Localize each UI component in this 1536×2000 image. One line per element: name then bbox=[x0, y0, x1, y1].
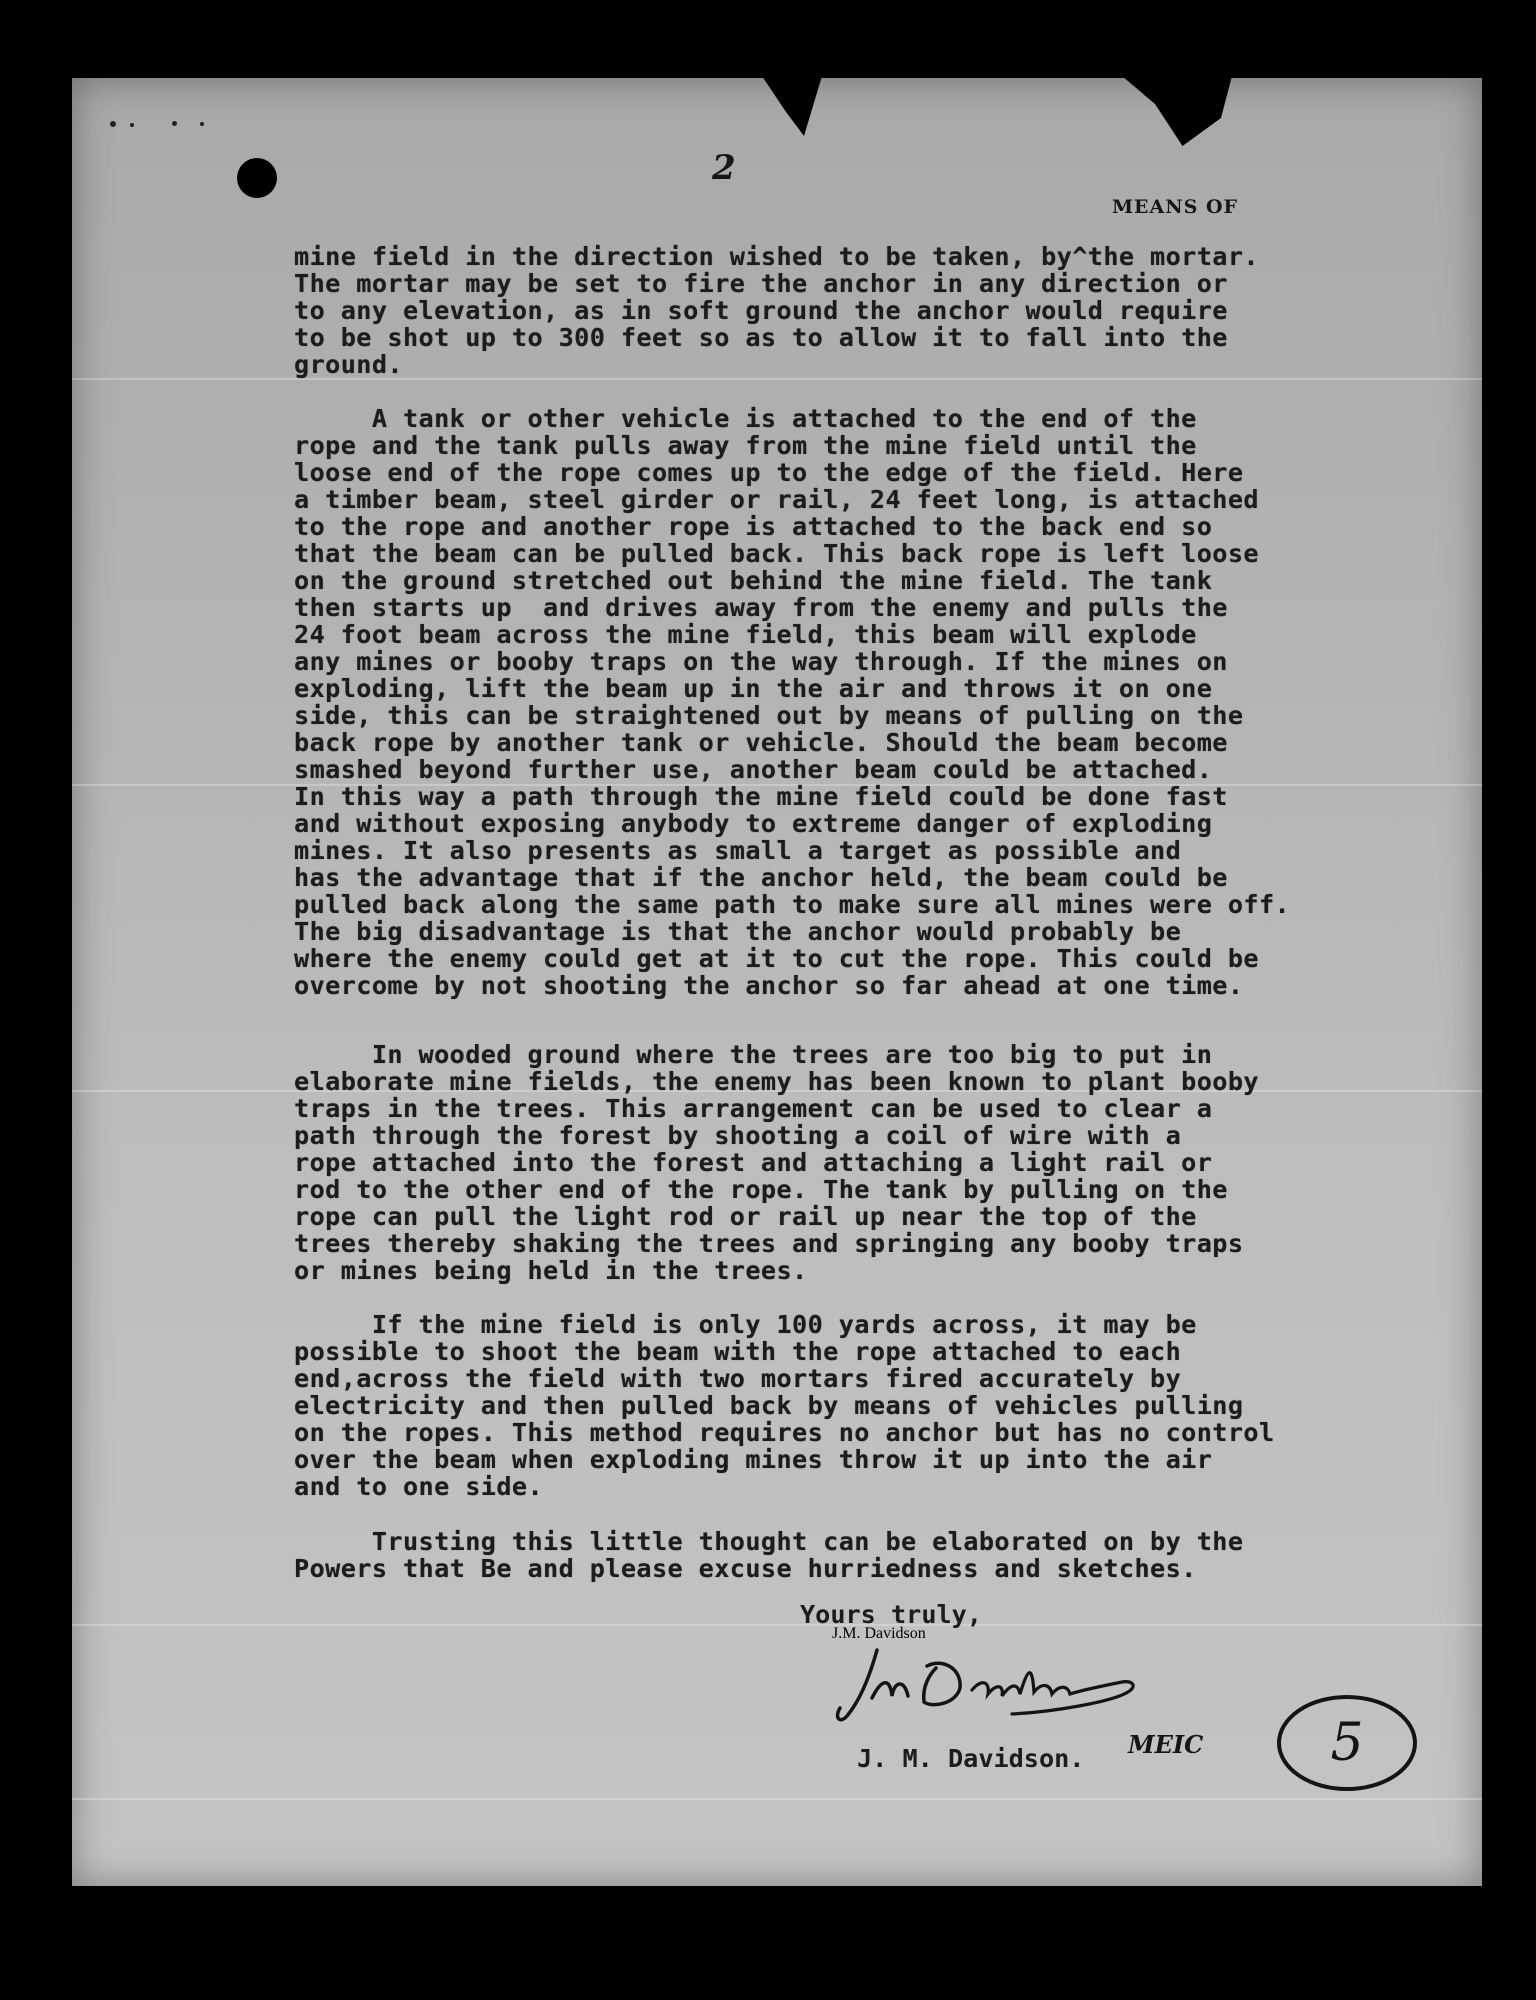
torn-edge bbox=[1122, 76, 1232, 146]
margin-note: MEANS OF bbox=[1112, 196, 1238, 218]
paragraph-5: Trusting this little thought can be elaborated on by the Powers that Be and please excuse hurriedness and sketches. bbox=[294, 1527, 1244, 1583]
scan-artifact-line bbox=[72, 1798, 1482, 1800]
closing: Yours truly, bbox=[800, 1600, 982, 1629]
document-page bbox=[72, 78, 1482, 1886]
speck bbox=[172, 121, 177, 126]
paragraph-3: In wooded ground where the trees are too big to put in elaborate mine fields, the enemy has been known to plant booby traps in the trees. This arrangement can be used to clear a path through the forest by shooting a coil of wire with a rope attached into the forest and attaching a light rail or rod to the other end of the rope. The tank by pulling on the rope can pull the light rod or rail up near the top of the trees thereby shaking the trees and springing any booby traps or mines being held in the trees. bbox=[294, 1040, 1259, 1285]
credentials-note: MEIC bbox=[1128, 1730, 1204, 1759]
speck bbox=[110, 121, 116, 127]
stamp-number: 5 bbox=[1330, 1713, 1364, 1773]
signer-name: J. M. Davidson. bbox=[857, 1744, 1085, 1773]
speck bbox=[130, 123, 134, 127]
svg-text:J.M. Davidson: J.M. Davidson bbox=[832, 1625, 926, 1642]
paragraph-4: If the mine field is only 100 yards across, it may be possible to shoot the beam with the rope attached to each end,across the field with two mortars fired accurately by electricity and then pulled back by means of vehicles pulling on the ropes. This method requires no anchor but has no control over the beam when exploding mines throw it up into the air and to one side. bbox=[294, 1310, 1275, 1501]
speck bbox=[200, 122, 204, 126]
punch-hole bbox=[237, 158, 277, 198]
page-number: 2 bbox=[712, 148, 736, 188]
torn-edge bbox=[762, 76, 822, 136]
page-stamp bbox=[1272, 1688, 1422, 1798]
paragraph-1: mine field in the direction wished to be taken, by^the mortar. The mortar may be set to fire the anchor in any direction or to any elevation, as in soft ground the anchor would require to be shot up to 300 feet so as to allow it to fall into the ground. bbox=[294, 242, 1259, 379]
scan-artifact-line bbox=[72, 378, 1482, 380]
paragraph-2: A tank or other vehicle is attached to the end of the rope and the tank pulls away from the mine field until the loose end of the rope comes up to the edge of the field. Here a timber beam, steel girder or rail, 24 feet long, is attached to the rope and another rope is attached to the back end so that the beam can be pulled back. This back rope is left loose on the ground stretched out behind the mine field. The tank then starts up and drives away from the enemy and pulls the 24 foot beam across the mine field, this beam will explode any mines or booby traps on the way through. If the mines on exploding, lift the beam up in the air and throws it on one side, this can be straightened out by means of pulling on the back rope by another tank or vehicle. Should the beam become smashed beyond further use, another beam could be attached. In this way a path through the mine field could be done fast and without exposing anybody to extreme danger of exploding mines. It also presents as small a target as possible and has the advantage that if the anchor held, the beam could be pulled back along the same path to make sure all mines were off. The big disadvantage is that the anchor would probably be where the enemy could get at it to cut the rope. This could be overcome by not shooting the anchor so far ahead at one time. bbox=[294, 404, 1291, 1000]
scan-artifact-line bbox=[72, 1624, 1482, 1626]
signature bbox=[832, 1625, 1232, 1738]
